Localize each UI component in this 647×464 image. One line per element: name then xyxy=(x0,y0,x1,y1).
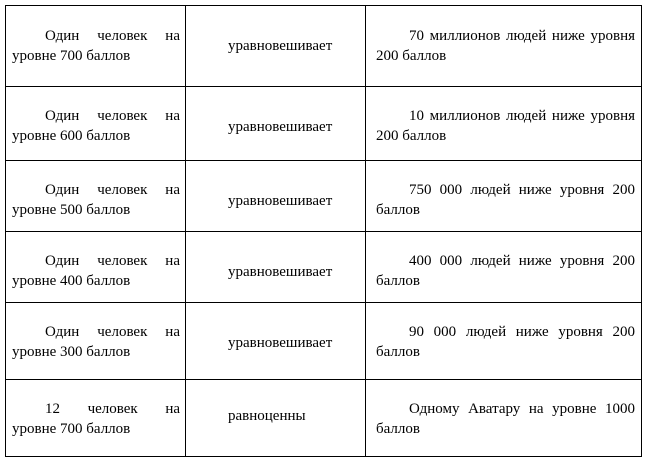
right-cell-text: 90 000 людей ниже уровня 200 баллов xyxy=(376,324,635,360)
middle-cell-text: уравновешивает xyxy=(228,335,333,351)
right-cell xyxy=(366,232,642,303)
right-cell xyxy=(366,380,642,457)
middle-cell-text: уравновешивает xyxy=(228,38,333,54)
right-cell-text: Одному Аватару на уровне 1000 баллов xyxy=(376,401,635,437)
middle-cell-text: уравновешивает xyxy=(228,193,333,209)
left-cell xyxy=(6,87,186,161)
table-row xyxy=(6,380,642,457)
table-row xyxy=(6,87,642,161)
left-cell-text: Один человек на уровне 700 баллов xyxy=(12,28,180,64)
right-cell-text: 750 000 людей ниже уровня 200 баллов xyxy=(376,182,635,218)
left-cell xyxy=(6,232,186,303)
middle-cell xyxy=(186,161,366,232)
right-cell-text: 10 миллионов людей ниже уровня 200 баллов xyxy=(376,108,635,144)
right-cell xyxy=(366,303,642,380)
left-cell xyxy=(6,303,186,380)
middle-cell-text: уравновешивает xyxy=(228,264,333,280)
left-cell-text: 12 человек на уровне 700 баллов xyxy=(12,401,180,437)
left-cell-text: Один человек на уровне 300 баллов xyxy=(12,324,180,360)
left-cell xyxy=(6,380,186,457)
middle-cell xyxy=(186,232,366,303)
right-cell-text: 70 миллионов людей ниже уровня 200 баллов xyxy=(376,28,635,64)
middle-cell xyxy=(186,6,366,87)
right-cell xyxy=(366,161,642,232)
middle-cell-text: уравновешивает xyxy=(228,119,333,135)
table-row xyxy=(6,161,642,232)
table-row xyxy=(6,6,642,87)
left-cell-text: Один человек на уровне 400 баллов xyxy=(12,253,180,289)
balance-table xyxy=(5,5,642,457)
middle-cell-text: равноценны xyxy=(228,408,306,424)
right-cell xyxy=(366,6,642,87)
table-row xyxy=(6,303,642,380)
middle-cell xyxy=(186,303,366,380)
left-cell-text: Один человек на уровне 500 баллов xyxy=(12,182,180,218)
right-cell xyxy=(366,87,642,161)
left-cell xyxy=(6,6,186,87)
middle-cell xyxy=(186,87,366,161)
left-cell xyxy=(6,161,186,232)
left-cell-text: Один человек на уровне 600 баллов xyxy=(12,108,180,144)
middle-cell xyxy=(186,380,366,457)
right-cell-text: 400 000 людей ниже уровня 200 баллов xyxy=(376,253,635,289)
table-row xyxy=(6,232,642,303)
